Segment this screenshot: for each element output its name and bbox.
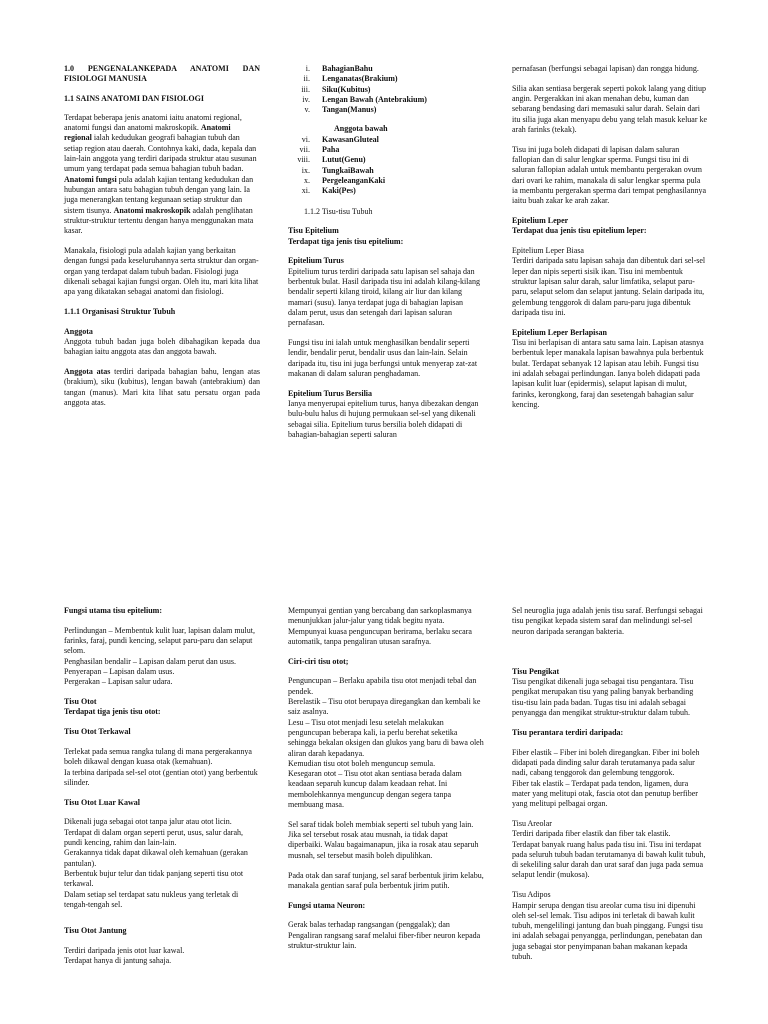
leper-berlapisan-paragraph: Tisu ini berlapisan di antara satu sama lain. Lapisan atasnya berbentuk leper manakala lapisan bawahnya pula berbentuk bulat. Terdapat sebanyak 12 lapisan atau lebih. Fungsi tisu ini adalah sebagai perlindungan. Ianya boleh didapati pada lapisan kulit luar (epidermis), selaput lapisan di mulut, farinks, kerongkong, faraj dan sesetengah bahagian salur kencing. [512,338,704,409]
list-label: Paha [322,145,340,155]
epitelium-bersilia-heading: Epitelium Turus Bersilia [288,388,373,398]
text-run: Dalam setiap sel terdapat satu nukleus yang terletak di tengah-tengah sel. [64,889,239,909]
list-label: PergeleanganKaki [322,175,386,185]
ciri-otot-list [288,676,484,810]
list-item [288,186,484,196]
term-anatomi-fungsi: Anatomi fungsi [64,174,117,184]
page-top [0,0,768,500]
text-run: Mempunyai kuasa penguncupan berirama, berlaku secara automatik, tanpa pengaliran utusan sarafnya. [288,626,472,646]
fungsi-list [64,626,260,688]
text-run: Mempunyai gentian yang bercabang dan sarkoplasmanya menunjukkan jalur-jalur yang tidak begitu nyata. [288,606,472,626]
neuroglia-paragraph: Sel neuroglia juga adalah jenis tisu saraf. Berfungsi sebagai tisu pengikat kepada sistem saraf dan melindungi sel-sel neuron daripada serangan bakteria. [512,606,703,636]
section-title-1-0: 1.0 PENGENALANKEPADA ANATOMI DAN FISIOLOGI MANUSIA [64,64,260,84]
leper-biasa-paragraph: Terdiri daripada satu lapisan sahaja dan dibentuk dari sel-sel leper dan nipis seperti sisik ikan. Tisu ini membentuk struktur lapisan salur darah, salur limfatika, selaput paru-paru, selaput selom dan selaput jantung. Selain daripada itu, gelembung tenggorok di dalam paru-paru juga dibentuk daripada tisu ini. [512,256,706,317]
anggota-atas-list [288,64,484,197]
list-item [288,135,484,145]
text-run: Terlekat pada semua rangka tulang di mana pergerakannya boleh dikawal dengan kuasa otak (kemahuan). [64,746,252,767]
heading-line: Terdapat dua jenis tisu epitelium leper: [512,226,647,236]
otot-jantung-heading: Tisu Otot Jantung [64,926,127,936]
fungsi-neuron-paragraph: Gerak balas terhadap rangsangan (penggalak); dan Pengaliran rangsang saraf melalui fiber-fiber neuron kepada struktur-struktur lain. [288,920,481,951]
heading-line: Terdapat tiga jenis tisu otot: [64,707,161,717]
list-number: viii. [297,155,310,165]
heading-line: Tisu Epitelium [288,226,339,236]
list-item: Penyerapan – Lapisan dalam usus. [64,666,175,676]
list-item: Penguncupan – Berlaku apabila tisu otot menjadi tebal dan pendek. [288,676,477,696]
tisu-adipos-paragraph: Hampir serupa dengan tisu areolar cuma tisu ini dipenuhi oleh sel-sel lemak. Tisu adipos ini terletak di bawah kulit tubuh, mengelilingi jantung dan buah pinggang. Fungsi tisu ini adalah sebagai penyangga, perlindungan, penebatan dan juga sebagai stor penyimpanan bahan makanan kepada tubuh. [512,900,703,962]
heading-line: Terdapat tiga jenis tisu epitelium: [288,236,404,246]
continued-paragraph: pernafasan (berfungsi sebagai lapisan) dan rongga hidung. [512,64,699,73]
anggota-paragraph: Anggota tubuh badan juga boleh dibahagikan kepada dua bahagian iaitu anggota atas dan anggota bawah. [64,337,260,357]
otot-terkawal-paragraph [64,747,260,788]
text-run: terdiri daripada bahagian bahu, lengan atas (brakium), siku (kubitus), lengan bawah (antebrakium) dan tangan (manus). Mari kita lihat satu persatu organ pada anggota atas. [64,367,260,408]
list-label: Kaki(Pes) [322,186,356,196]
silia-paragraph: Silia akan sentiasa bergerak seperti pokok lalang yang ditiup angin. Pergerakkan ini akan menahan debu, kuman dan sebarang bendasing dari memasuki salur darah. Selain dari itu silia juga akan menyapu debu yang telah masuk keluar ke arah farinks (tekak). [512,83,708,134]
list-label: Siku(Kubitus) [322,84,371,94]
text-run: Dikenali juga sebagai otot tanpa jalur atau otot licin. [64,817,232,827]
page1-column-2 [288,64,484,450]
tisu-areolar-heading: Tisu Areolar [512,818,552,828]
fungsi-epitelium-heading: Fungsi utama tisu epitelium: [64,606,163,615]
list-number: ix. [301,165,310,175]
fungsi-paragraph: Fungsi tisu ini ialah untuk menghasilkan bendalir seperti lendir, bendalir perut, bendalir usus dan lain-lain. Selain daripada itu, tisu ini juga berfungsi untuk menyerap zat-zat makanan di dalam saluran penghadaman. [288,338,478,378]
page2-column-3 [512,606,708,972]
text-run: ialah kedudukan geografi bahagian tubuh dan setiap region atau daerah. Contohnya kaki, dada, kepala dan lain-lain anggota yang terdiri daripada struktur atau susunan umum yang terdapat pada semua bahagian tubuh badan. [64,133,257,174]
term-anggota-atas: Anggota atas [64,367,111,377]
page2-column-1 [64,606,260,976]
list-label: Lengan Bawah (Antebrakium) [322,94,427,104]
text-run: adalah penglihatan struktur-struktur tertentu dengan hanya menggunakan mata kasar. [64,205,254,236]
text-run: Terdiri daripada jenis otot luar kawal. [64,945,185,955]
ciri-otot-heading: Ciri-ciri tisu otot; [288,656,349,666]
otot-luar-kawal-heading: Tisu Otot Luar Kawal [64,797,140,807]
section-title-1-1-1: 1.1.1 Organisasi Struktur Tubuh [64,306,176,316]
list-number: iv. [302,94,310,104]
list-number: vii. [299,145,310,155]
otot-terkawal-heading: Tisu Otot Terkawal [64,727,131,737]
list-number: v. [304,105,310,115]
epitelium-turus-paragraph: Epitelium turus terdiri daripada satu lapisan sel sahaja dan berbentuk bulat. Hasil daripada tisu ini adalah kilang-kilang bendalir seperti kilang tiroid, kilang air liur dan kilang mamari (susu). Ianya terdapat juga di bahagian lapisan dalam perut, usus dan setengah dari lapisan saluran pernafasan. [288,266,480,328]
fisiologi-paragraph: Manakala, fisiologi pula adalah kajian yang berkaitan dengan fungsi pada keseluruhannya serta struktur dan organ-organ yang terdapat dalam tubuh badan. Fisiologi juga dikenali sebagai kajian fungsi organ. Oleh itu, mari kita lihat apa yang dikatakan sebagai anatomi dan fisiologi. [64,245,259,297]
list-item: Pergerakan – Lapisan salur udara. [64,677,173,687]
text-run: Ia terbina daripada sel-sel otot (gentian otot) yang berbentuk silinder. [64,767,258,787]
anggota-bawah-heading: Anggota bawah [334,124,388,134]
tisu-perantara-heading: Tisu perantara terdiri daripada: [512,727,624,737]
list-item [288,105,484,115]
list-item: Fiber elastik – Fiber ini boleh diregangkan. Fiber ini boleh didapati pada dinding salur darah terutamanya pada salur nadi, cabang tenggorok dan gelembung tenggorok. [512,747,700,778]
text-run: Gerakannya tidak dapat dikawal oleh kemahuan (gerakan pantulan). [64,848,248,868]
list-number: vi. [301,134,310,144]
heading-line: Tisu Otot [64,697,97,707]
list-item [288,74,484,84]
text-run: Terdapat hanya di jantung sahaja. [64,956,172,966]
list-label: KawasanGluteal [322,134,379,144]
section-title-1-1-2: 1.1.2 Tisu-tisu Tubuh [304,206,373,216]
list-label: Lutut(Genu) [322,155,366,165]
page-bottom [0,598,768,1024]
leper-berlapisan-heading: Epitelium Leper Berlapisan [512,327,607,337]
list-label: BahagianBahu [322,64,373,73]
list-label: Lenganatas(Brakium) [322,74,398,84]
sel-saraf-paragraph: Sel saraf tidak boleh membiak seperti sel tubuh yang lain. Jika sel tersebut rosak atau musnah, ia tidak dapat diperbaiki. Walau bagaimanapun, jika ia rosak atau separuh musnah, sel tersebut masih boleh dipulihkan. [288,819,479,860]
tisu-otot-heading [64,697,260,718]
heading-line: Epitelium Leper [512,216,569,226]
otot-luar-kawal-paragraph [64,817,260,910]
fiber-list [512,748,708,810]
list-item [288,145,484,155]
list-number: ii. [303,74,310,84]
list-item [288,85,484,95]
list-item: Kesegaran otot – Tisu otot akan sentiasa berada dalam keadaan separuh kuncup dalam keadaan rehat. Ini membolehkannya menguncup dengan segera tanpa membuang masa. [288,769,462,810]
list-item [288,64,484,74]
list-item: Penghasilan bendalir – Lapisan dalam perut dan usus. [64,656,236,666]
otak-saraf-paragraph: Pada otak dan saraf tunjang, sel saraf berbentuk jirim kelabu, manakala gentian saraf pula berbentuk jirim putih. [288,870,484,890]
jantung-continued-paragraph [288,606,484,647]
list-item: Perlindungan – Membentuk kulit luar, lapisan dalam mulut, farinks, faraj, pundi kencing, selaput paru-paru dan selaput selom. [64,625,255,656]
fallopian-paragraph: Tisu ini juga boleh didapati di lapisan dalam saluran fallopian dan di salur lengkar sperma. Fungsi tisu ini di saluran fallopian adalah untuk membantu pergerakan ovum dari ovari ke rahim, manakala di salur lengkar sperma pula ia membantu pergerakan sperma dari tempat penghasilannya iaitu buah zakar ke arah zakar. [512,144,706,206]
leper-biasa-heading: Epitelium Leper Biasa [512,246,584,256]
fungsi-neuron-heading: Fungsi utama Neuron: [288,900,366,910]
tisu-adipos-heading: Tisu Adipos [512,890,551,900]
tisu-pengikat-paragraph: Tisu pengikat dikenali juga sebagai tisu pengantara. Tisu pengikat merupakan tisu yang paling banyak berbanding tisu-tisu lain pada badan. Tugas tisu ini adalah sebagai penyangga dan mengikat struktur-struktur dalam tubuh. [512,677,694,718]
list-item [288,155,484,165]
epitelium-bersilia-paragraph: Ianya menyerupai epitelium turus, hanya dibezakan dengan bulu-bulu halus di hujung permukaan sel-sel yang dikenali sebagai silia. Epitelium turus bersilia boleh didapati di bahagian-bahagian seperti saluran [288,399,479,439]
text-run: Terdapat beberapa jenis anatomi iaitu anatomi regional, anatomi fungsi dan anatomi makroskopik. [64,112,242,133]
list-item: Berelastik – Tisu otot berupaya diregangkan dan kembali ke saiz asalnya. [288,697,481,717]
term-anatomi-regional: Anatomi regional [64,123,231,143]
text-run: Terdiri daripada fiber elastik dan fiber tak elastik. [512,829,671,839]
list-item: Fiber tak elastik – Terdapat pada tendon, ligamen, dura mater yang melitupi otak, fascia otot dan penutup berfiber yang melitupi pelbagai organ. [512,778,698,809]
list-number: iii. [301,84,310,94]
text-run: Berbentuk bujur telur dan tidak panjang seperti tisu otot terkawal. [64,868,244,889]
page2-column-2 [288,606,484,961]
list-item: Kemudian tisu otot boleh menguncup semula. [288,758,436,768]
otot-jantung-paragraph [64,946,260,967]
anggota-atas-paragraph [64,367,260,408]
list-item [288,166,484,176]
list-number: x. [304,175,310,185]
list-item [288,176,484,186]
list-number: i. [305,64,310,73]
text-run: pula adalah kajian tentang kedudukan dan hubungan antara satu bahagian tubuh dengan yang lain. Ia juga menerangkan tentang kegunaan setiap struktur dan sistem tisunya. [64,174,254,215]
section-title-1-1: 1.1 SAINS ANATOMI DAN FISIOLOGI [64,93,204,103]
list-label: Tangan(Manus) [322,105,377,115]
page1-column-1 [64,64,260,418]
list-label: TungkaiBawah [322,165,374,175]
list-number: xi. [301,186,310,196]
epitelium-turus-heading: Epitelium Turus [288,256,344,266]
tisu-epitelium-heading [288,226,484,247]
tisu-pengikat-heading: Tisu Pengikat [512,666,560,676]
list-item [288,95,484,105]
text-run: Terdapat banyak ruang halus pada tisu ini. Tisu ini terdapat pada seluruh tubuh badan terutamanya di bawah kulit tubuh, di sekeliling salur darah dan urat saraf dan juga pada semua selaput lendir (mukosa). [512,839,706,880]
page1-column-3 [512,64,708,420]
anggota-heading: Anggota [64,326,93,336]
text-run: Terdapat di dalam organ seperti perut, usus, salur darah, pundi kencing, rahim dan lain-lain. [64,827,244,848]
tisu-areolar-paragraph [512,829,708,880]
term-anatomi-makroskopik: Anatomi makroskopik [113,205,191,215]
epitelium-leper-heading [512,216,708,237]
anatomi-paragraph [64,113,260,237]
list-item: Lesu – Tisu otot menjadi lesu setelah melakukan penguncupan beberapa kali, ia perlu berehat seketika sehingga bekalan oksigen dan glukos yang baru di bawa oleh aliran darah kepadanya. [288,717,484,758]
